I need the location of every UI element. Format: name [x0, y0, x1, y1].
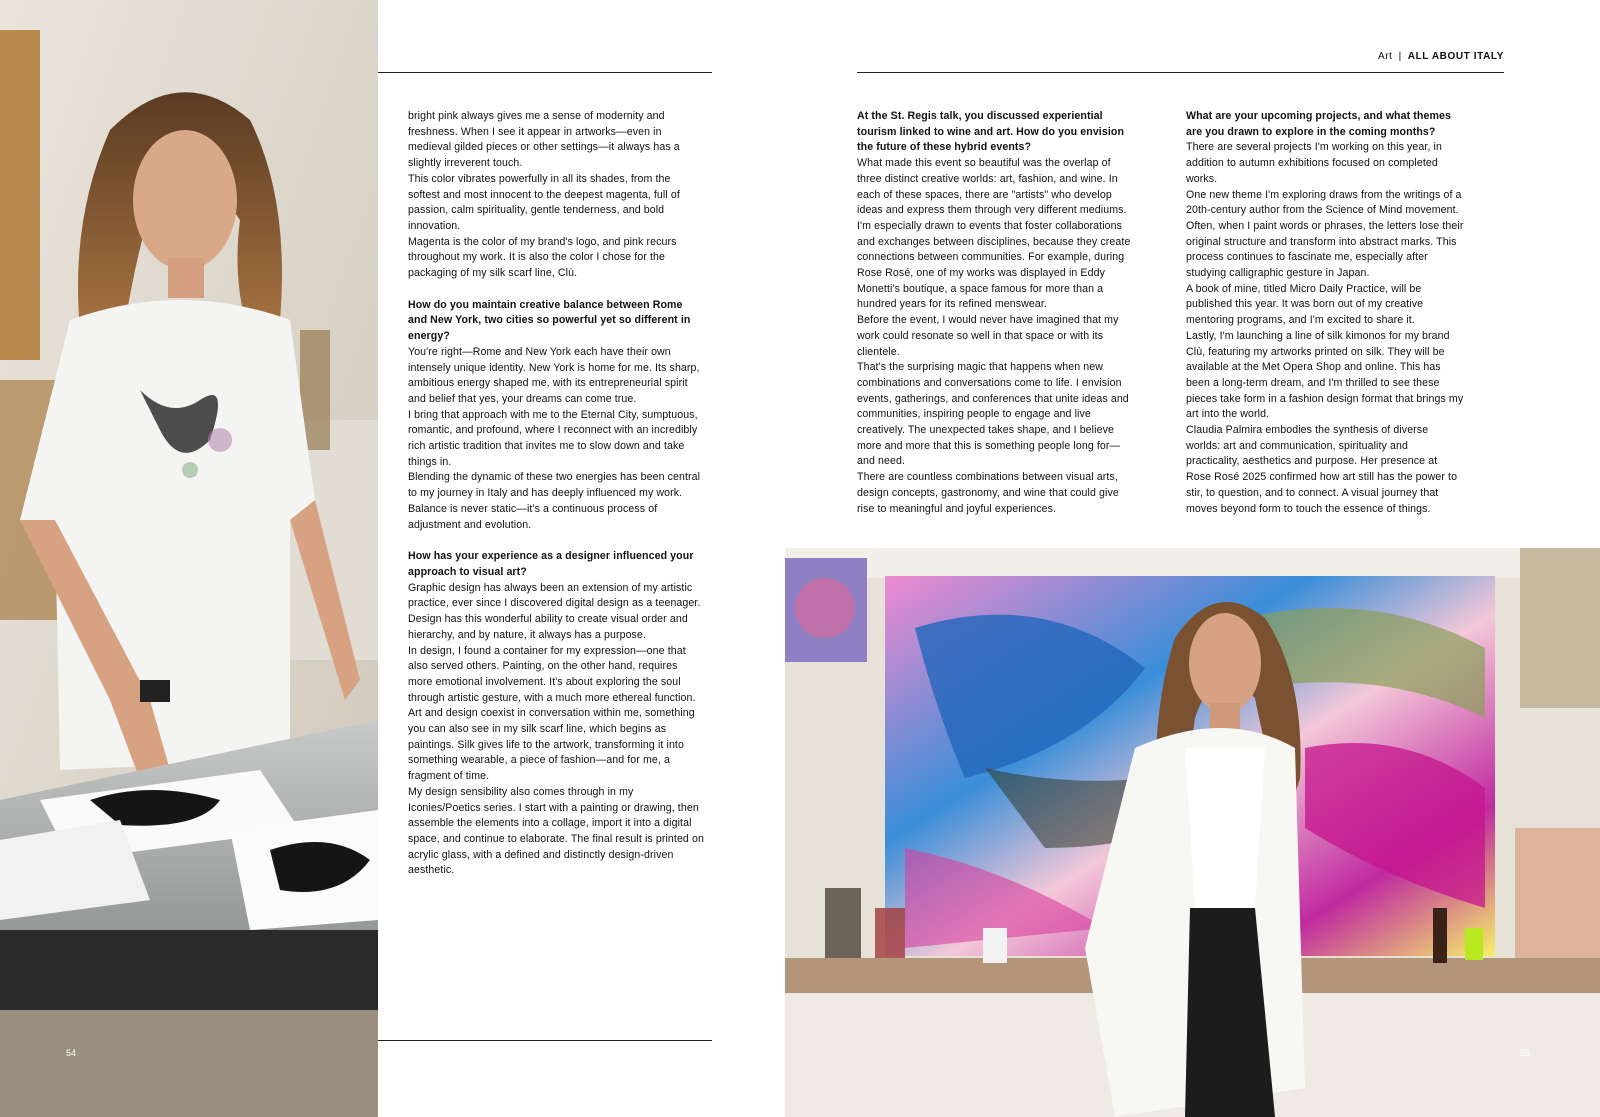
paragraph: There are countless combinations between visual arts, design concepts, gastronomy, and wine that could give rise to meaningful and joyful experiences. — [857, 471, 1119, 515]
paragraph: Lastly, I'm launching a line of silk kimonos for my brand Clù, featuring my artworks printed on silk. They will be available at the Met Opera Shop and online. This has been a long-term dream, and I'm thrilled to see these pieces take form in a fashion design format that brings my art into the world. — [1186, 329, 1464, 421]
article-column-3 — [1186, 109, 1464, 517]
interview-question: How has your experience as a designer influenced your approach to visual art? — [408, 550, 694, 578]
interview-question: What are your upcoming projects, and what themes are you drawn to explore in the coming months? — [1186, 110, 1451, 138]
paragraph: What made this event so beautiful was the overlap of three distinct creative worlds: art, fashion, and wine. In each of these spaces, there are "artists" who develop ideas and express them through very different mediums. I'm especially drawn to events that foster collaborations and exchanges between disciplines, because they create connections between communities. For example, during Rose Rosé, one of my works was displayed in Eddy Monetti's boutique, a space famous for more than a hundred years for its refined menswear. — [857, 157, 1131, 311]
header-category: Art — [1377, 51, 1393, 62]
paragraph: There are several projects I'm working on this year, in addition to autumn exhibitions focused on completed works. — [1186, 141, 1442, 185]
header-separator: | — [1398, 51, 1402, 62]
paragraph: Art and design coexist in conversation within me, something you can also see in my silk scarf line, which begins as paintings. Silk gives life to the artwork, transforming it into something wearable, a piece of fashion—and for me, a fragment of time. — [408, 707, 695, 783]
header-section: ALL ABOUT ITALY — [1407, 51, 1504, 62]
paragraph: Blending the dynamic of these two energies has been central to my journey in Italy and has deeply influenced my work. Balance is never static—it's a continuous process of adjustment and evolution. — [408, 471, 701, 531]
paragraph: That's the surprising magic that happens when new combinations and conversations come to life. I envision events, gatherings, and conferences that unite ideas and communities, inspiring people to engage and live creatively. The unexpected takes shape, and I believe more and more that this is something people long for—and need. — [857, 361, 1129, 468]
top-rule-right — [857, 72, 1504, 73]
paragraph: bright pink always gives me a sense of modernity and freshness. When I see it appear in artworks—even in medieval gilded pieces or other settings—it always has a slightly irreverent touch. — [408, 110, 680, 170]
paragraph: Graphic design has always been an extension of my artistic practice, ever since I discovered digital design as a teenager. Design has this wonderful ability to create visual order and hierarchy, and by nature, it always has a purpose. — [408, 581, 701, 641]
running-header — [1378, 51, 1504, 62]
interview-question: How do you maintain creative balance between Rome and New York, two cities so powerful yet so different in energy? — [408, 298, 691, 343]
paragraph: In design, I found a container for my expression—one that also served others. Painting, on the other hand, requires more emotional involvement. It's about exploring the soul through artistic gesture, with a much more ethereal function. — [408, 644, 696, 704]
paragraph: My design sensibility also comes through in my Iconies/Poetics series. I start with a painting or drawing, then assemble the elements into a collage, import it into a digital space, and continue to elaborate. The final result is printed on acrylic glass, with a defined and distinctly design-driven aesthetic. — [408, 785, 704, 877]
paragraph: One new theme I'm exploring draws from the writings of a 20th-century author from the Science of Mind movement. Often, when I paint words or phrases, the letters lose their original structure and transform into abstract marks. This process continues to fascinate me, especially after studying calligraphic gesture in Japan. — [1186, 188, 1464, 280]
paragraph: This color vibrates powerfully in all its shades, from the softest and most innocent to the deepest magenta, full of passion, calm spirituality, gentle tenderness, and bold innovation. — [408, 172, 680, 232]
photo-woman-at-worktable — [0, 0, 378, 1117]
paragraph: A book of mine, titled Micro Daily Practice, will be published this year. It was born out of my creative mentoring programs, and I'm excited to share it. — [1186, 282, 1424, 327]
interview-question: At the St. Regis talk, you discussed experiential tourism linked to wine and art. How do you envision the future of these hybrid events? — [857, 110, 1125, 154]
bottom-rule-left — [378, 1040, 712, 1041]
page-number-left: 54 — [66, 1048, 77, 1058]
photo-woman-at-worktable-icon — [0, 0, 378, 1117]
page-number-right: 55 — [1520, 1048, 1531, 1058]
paragraph: Before the event, I would never have imagined that my work could resonate so well in that space or with its clientele. — [857, 314, 1119, 358]
article-column-1 — [408, 109, 704, 879]
paragraph: I bring that approach with me to the Eternal City, sumptuous, romantic, and profound, where I reconnect with an incredibly rich artistic tradition that invites me to slow down and take things in. — [408, 408, 698, 468]
photo-woman-in-front-of-painting-icon — [785, 548, 1600, 1117]
article-column-2 — [857, 109, 1133, 517]
top-rule-left — [378, 72, 712, 73]
paragraph: Magenta is the color of my brand's logo, and pink recurs throughout my work. It is also the color I chose for the packaging of my silk scarf line, Clù. — [408, 235, 677, 280]
paragraph: Claudia Palmira embodies the synthesis of diverse worlds: art and communication, spirituality and practicality, aesthetics and purpose. Her presence at Rose Rosé 2025 confirmed how art still has the power to stir, to question, and to connect. A visual journey that moves beyond form to touch the essence of things. — [1186, 424, 1458, 515]
photo-woman-in-front-of-painting — [785, 548, 1600, 1117]
paragraph: You're right—Rome and New York each have their own intensely unique identity. New York is home for me. Its sharp, ambitious energy shaped me, with its entrepreneurial spirit and belief that yes, your dreams can come true. — [408, 345, 700, 405]
